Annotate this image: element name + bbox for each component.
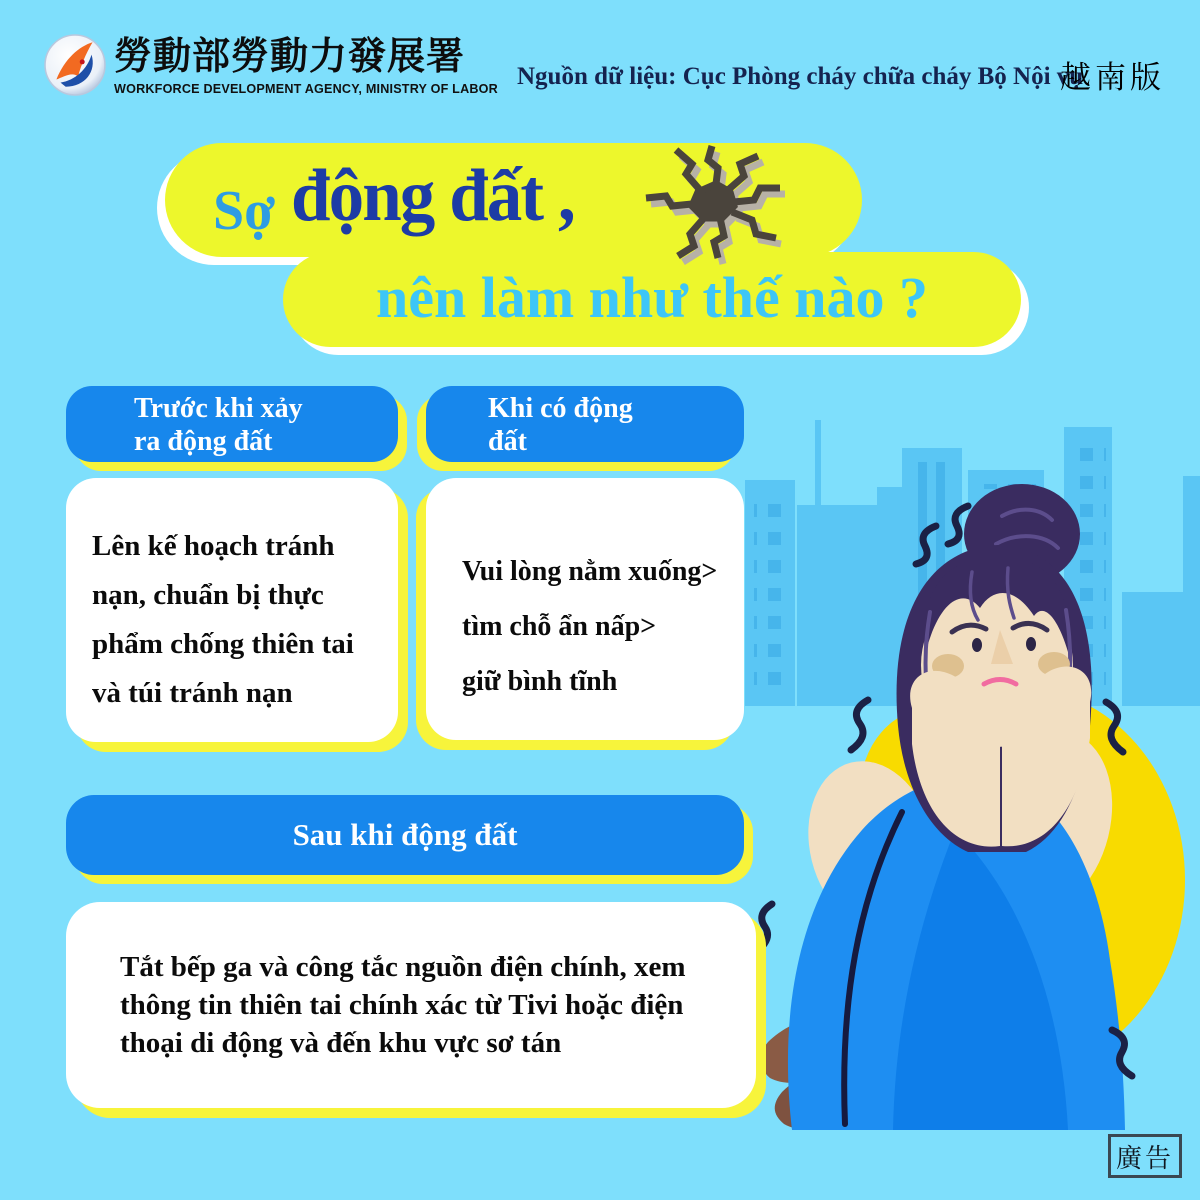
wda-logo-icon — [44, 34, 106, 96]
body-line: thoại di động và đến khu vực sơ tán — [120, 1027, 562, 1059]
title-keyword: động đất , — [291, 155, 574, 237]
section-heading-before-earthquake — [66, 386, 398, 462]
body-line: nạn, chuẩn bị thực — [92, 579, 324, 611]
data-source-text: Nguồn dữ liệu: Cục Phòng cháy chữa cháy Bộ Nội vụ — [517, 63, 1084, 90]
section-body-during-earthquake — [426, 478, 744, 740]
agency-header — [44, 34, 498, 96]
body-line: Vui lòng nằm xuống> — [462, 556, 718, 587]
edition-label: 越南版 — [1060, 60, 1165, 95]
body-line: tìm chỗ ẩn nấp> — [462, 611, 657, 642]
body-line: thông tin thiên tai chính xác từ Tivi hoặc điện — [120, 989, 684, 1021]
advertisement-label: 廣告 — [1115, 1142, 1174, 1173]
section-body-after-earthquake — [66, 902, 756, 1108]
section-body-before-earthquake — [66, 478, 398, 742]
earthquake-crack-icon — [628, 140, 793, 265]
section-heading-during-earthquake — [426, 386, 744, 462]
heading-line: Trước khi xảy — [134, 393, 303, 424]
heading-line: Khi có động — [488, 393, 633, 424]
section-heading-after-earthquake — [66, 795, 744, 875]
title-prefix: Sợ — [213, 180, 276, 242]
heading-line: Sau khi động đất — [292, 817, 518, 852]
body-line: Lên kế hoạch tránh — [92, 530, 335, 562]
heading-line: đất — [488, 426, 527, 457]
body-line: phẩm chống thiên tai — [92, 628, 354, 660]
advertisement-label-box — [1108, 1134, 1182, 1178]
agency-title-zh: 勞動部勞動力發展署 — [114, 36, 466, 78]
agency-title-en: WORKFORCE DEVELOPMENT AGENCY, MINISTRY OF LABOR — [114, 82, 498, 96]
body-line: và túi tránh nạn — [92, 677, 293, 709]
body-line: giữ bình tĩnh — [462, 666, 618, 697]
body-line: Tắt bếp ga và công tắc nguồn điện chính, xem — [120, 951, 686, 983]
heading-line: ra động đất — [134, 426, 273, 457]
title-question: nên làm như thế nào ? — [375, 265, 929, 330]
eye — [972, 638, 982, 652]
title-banner-bottom — [283, 252, 1021, 347]
